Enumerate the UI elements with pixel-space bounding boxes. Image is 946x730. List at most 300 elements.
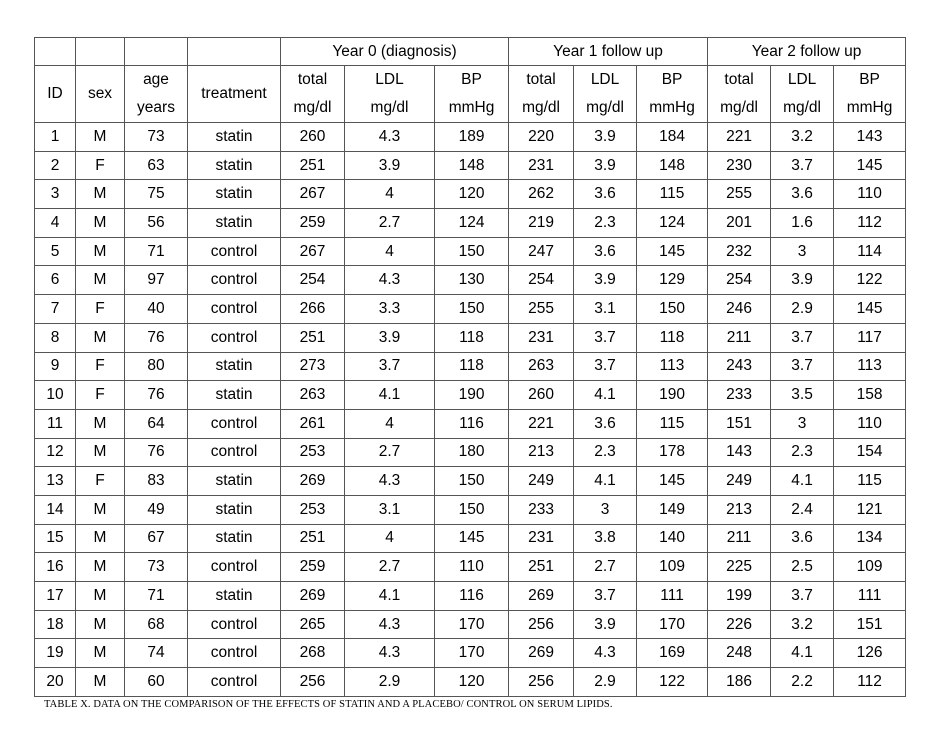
table-cell: 199 bbox=[708, 582, 771, 611]
table-cell: 211 bbox=[708, 524, 771, 553]
table-cell: 226 bbox=[708, 610, 771, 639]
table-cell: 189 bbox=[435, 123, 509, 152]
table-cell: 254 bbox=[708, 266, 771, 295]
table-cell: 158 bbox=[834, 381, 906, 410]
table-cell: 213 bbox=[708, 495, 771, 524]
table-cell: 148 bbox=[637, 151, 708, 180]
table-cell: 4.1 bbox=[345, 381, 435, 410]
table-row bbox=[35, 495, 906, 524]
table-cell: 2.9 bbox=[574, 668, 637, 697]
table-cell: 73 bbox=[125, 123, 188, 152]
table-cell: 12 bbox=[35, 438, 76, 467]
table-cell: 126 bbox=[834, 639, 906, 668]
table-cell: 246 bbox=[708, 295, 771, 324]
table-cell: 3.3 bbox=[345, 295, 435, 324]
table-cell: 18 bbox=[35, 610, 76, 639]
table-cell: 4.3 bbox=[345, 467, 435, 496]
table-cell: control bbox=[188, 295, 281, 324]
table-cell: 16 bbox=[35, 553, 76, 582]
table-row bbox=[35, 209, 906, 238]
table-cell: 220 bbox=[509, 123, 574, 152]
table-cell: 4 bbox=[345, 409, 435, 438]
table-cell: 116 bbox=[435, 409, 509, 438]
table-cell: F bbox=[76, 151, 125, 180]
table-cell: 150 bbox=[637, 295, 708, 324]
table-cell: 13 bbox=[35, 467, 76, 496]
table-cell: 4.3 bbox=[345, 123, 435, 152]
column-header-label: total bbox=[297, 71, 328, 88]
column-header-ldl-year0 bbox=[345, 66, 435, 123]
table-cell: statin bbox=[188, 123, 281, 152]
table-row bbox=[35, 295, 906, 324]
table-cell: 118 bbox=[435, 352, 509, 381]
column-header-ldl-year2 bbox=[771, 66, 834, 123]
column-header-label: LDL bbox=[375, 71, 404, 88]
column-header-unit: mmHg bbox=[649, 99, 695, 116]
table-cell: 154 bbox=[834, 438, 906, 467]
table-cell: 3.6 bbox=[771, 524, 834, 553]
table-cell: 233 bbox=[708, 381, 771, 410]
table-cell: control bbox=[188, 409, 281, 438]
column-header-unit: mg/dl bbox=[586, 99, 624, 116]
column-header-ldl-year1 bbox=[574, 66, 637, 123]
table-cell: 243 bbox=[708, 352, 771, 381]
table-cell: 2.3 bbox=[574, 438, 637, 467]
table-cell: 269 bbox=[509, 582, 574, 611]
column-header-bp-year1 bbox=[637, 66, 708, 123]
table-cell: M bbox=[76, 323, 125, 352]
table-row bbox=[35, 582, 906, 611]
column-header-total-year1 bbox=[509, 66, 574, 123]
table-cell: M bbox=[76, 610, 125, 639]
table-cell: 109 bbox=[834, 553, 906, 582]
table-cell: statin bbox=[188, 151, 281, 180]
group-header-row bbox=[35, 38, 906, 66]
table-cell: M bbox=[76, 266, 125, 295]
table-cell: 149 bbox=[637, 495, 708, 524]
table-cell: 259 bbox=[281, 209, 345, 238]
table-cell: 256 bbox=[509, 668, 574, 697]
table-cell: 2.7 bbox=[345, 209, 435, 238]
table-row bbox=[35, 668, 906, 697]
table-row bbox=[35, 123, 906, 152]
table-cell: 4 bbox=[35, 209, 76, 238]
table-cell: 110 bbox=[834, 180, 906, 209]
table-cell: M bbox=[76, 524, 125, 553]
empty-header-cell bbox=[125, 38, 188, 66]
table-cell: 2.9 bbox=[771, 295, 834, 324]
table-cell: 130 bbox=[435, 266, 509, 295]
column-header-label: total bbox=[724, 71, 754, 88]
table-cell: 112 bbox=[834, 209, 906, 238]
table-cell: 3.7 bbox=[771, 151, 834, 180]
table-cell: 4.1 bbox=[574, 381, 637, 410]
table-cell: 263 bbox=[281, 381, 345, 410]
table-cell: 120 bbox=[435, 668, 509, 697]
table-row bbox=[35, 237, 906, 266]
table-row bbox=[35, 639, 906, 668]
table-cell: 134 bbox=[834, 524, 906, 553]
table-cell: 231 bbox=[509, 323, 574, 352]
table-cell: 231 bbox=[509, 151, 574, 180]
table-cell: 1.6 bbox=[771, 209, 834, 238]
table-cell: M bbox=[76, 438, 125, 467]
table-cell: 3.9 bbox=[771, 266, 834, 295]
table-cell: 3.5 bbox=[771, 381, 834, 410]
table-cell: 253 bbox=[281, 495, 345, 524]
table-cell: 150 bbox=[435, 237, 509, 266]
table-cell: 267 bbox=[281, 237, 345, 266]
table-cell: 3.8 bbox=[574, 524, 637, 553]
table-cell: 111 bbox=[637, 582, 708, 611]
table-cell: statin bbox=[188, 495, 281, 524]
table-cell: 118 bbox=[637, 323, 708, 352]
table-cell: 1 bbox=[35, 123, 76, 152]
table-cell: 169 bbox=[637, 639, 708, 668]
table-cell: 2.9 bbox=[345, 668, 435, 697]
group-header-year1: Year 1 follow up bbox=[509, 38, 708, 66]
table-cell: 178 bbox=[637, 438, 708, 467]
table-cell: 120 bbox=[435, 180, 509, 209]
column-header-unit: mmHg bbox=[448, 99, 495, 116]
table-cell: control bbox=[188, 553, 281, 582]
table-cell: control bbox=[188, 610, 281, 639]
table-cell: 97 bbox=[125, 266, 188, 295]
table-cell: 118 bbox=[435, 323, 509, 352]
table-cell: 114 bbox=[834, 237, 906, 266]
table-cell: 211 bbox=[708, 323, 771, 352]
lipids-data-table bbox=[34, 37, 906, 697]
table-cell: 3.9 bbox=[345, 323, 435, 352]
table-cell: F bbox=[76, 381, 125, 410]
table-cell: 3 bbox=[771, 237, 834, 266]
column-header-unit: mg/dl bbox=[720, 99, 758, 116]
column-header-label: LDL bbox=[590, 71, 620, 88]
table-cell: 129 bbox=[637, 266, 708, 295]
table-cell: F bbox=[76, 467, 125, 496]
table-cell: 145 bbox=[637, 467, 708, 496]
table-cell: 124 bbox=[435, 209, 509, 238]
table-cell: 75 bbox=[125, 180, 188, 209]
table-cell: 110 bbox=[435, 553, 509, 582]
table-cell: 4.1 bbox=[771, 639, 834, 668]
column-header-unit: mg/dl bbox=[370, 99, 409, 116]
table-cell: 11 bbox=[35, 409, 76, 438]
table-cell: F bbox=[76, 352, 125, 381]
table-cell: 251 bbox=[281, 524, 345, 553]
table-cell: 4.1 bbox=[345, 582, 435, 611]
table-cell: 20 bbox=[35, 668, 76, 697]
table-cell: 115 bbox=[834, 467, 906, 496]
table-cell: 3.9 bbox=[574, 123, 637, 152]
table-row bbox=[35, 553, 906, 582]
table-cell: 249 bbox=[708, 467, 771, 496]
table-cell: 111 bbox=[834, 582, 906, 611]
table-cell: 251 bbox=[509, 553, 574, 582]
table-cell: 73 bbox=[125, 553, 188, 582]
table-cell: M bbox=[76, 639, 125, 668]
table-cell: M bbox=[76, 668, 125, 697]
table-cell: 3.6 bbox=[574, 409, 637, 438]
table-cell: 261 bbox=[281, 409, 345, 438]
column-header-unit: mg/dl bbox=[293, 99, 332, 116]
column-header-bp-year0 bbox=[435, 66, 509, 123]
table-cell: control bbox=[188, 237, 281, 266]
column-header-treatment: treatment bbox=[188, 66, 281, 123]
table-cell: 148 bbox=[435, 151, 509, 180]
table-cell: 2 bbox=[35, 151, 76, 180]
table-cell: 60 bbox=[125, 668, 188, 697]
table-cell: 2.7 bbox=[345, 553, 435, 582]
table-cell: 116 bbox=[435, 582, 509, 611]
table-cell: statin bbox=[188, 467, 281, 496]
empty-header-cell bbox=[76, 38, 125, 66]
table-cell: 3 bbox=[574, 495, 637, 524]
table-cell: 260 bbox=[509, 381, 574, 410]
table-cell: 145 bbox=[637, 237, 708, 266]
table-body bbox=[35, 123, 906, 697]
table-cell: control bbox=[188, 639, 281, 668]
table-cell: 184 bbox=[637, 123, 708, 152]
table-row bbox=[35, 180, 906, 209]
table-cell: 247 bbox=[509, 237, 574, 266]
table-cell: 4.3 bbox=[574, 639, 637, 668]
table-cell: 68 bbox=[125, 610, 188, 639]
table-cell: 269 bbox=[509, 639, 574, 668]
table-cell: 5 bbox=[35, 237, 76, 266]
group-header-year0: Year 0 (diagnosis) bbox=[281, 38, 509, 66]
table-cell: 115 bbox=[637, 409, 708, 438]
table-cell: 259 bbox=[281, 553, 345, 582]
table-row bbox=[35, 610, 906, 639]
table-cell: 3.9 bbox=[574, 610, 637, 639]
table-cell: 3.6 bbox=[574, 237, 637, 266]
table-cell: 269 bbox=[281, 467, 345, 496]
table-cell: statin bbox=[188, 209, 281, 238]
table-cell: 190 bbox=[435, 381, 509, 410]
table-cell: 71 bbox=[125, 237, 188, 266]
table-cell: 145 bbox=[435, 524, 509, 553]
table-cell: F bbox=[76, 295, 125, 324]
table-cell: 2.2 bbox=[771, 668, 834, 697]
table-cell: 3.2 bbox=[771, 610, 834, 639]
table-cell: 3.1 bbox=[345, 495, 435, 524]
table-row bbox=[35, 151, 906, 180]
table-cell: 122 bbox=[834, 266, 906, 295]
table-cell: 112 bbox=[834, 668, 906, 697]
column-header-total-year0 bbox=[281, 66, 345, 123]
table-cell: 221 bbox=[509, 409, 574, 438]
column-header-bp-year2 bbox=[834, 66, 906, 123]
table-cell: 140 bbox=[637, 524, 708, 553]
table-cell: 143 bbox=[834, 123, 906, 152]
table-cell: 2.3 bbox=[771, 438, 834, 467]
table-cell: 9 bbox=[35, 352, 76, 381]
column-header-id: ID bbox=[35, 66, 76, 123]
column-header-label: BP bbox=[461, 71, 482, 88]
table-cell: 254 bbox=[281, 266, 345, 295]
table-cell: 151 bbox=[708, 409, 771, 438]
table-cell: 3.7 bbox=[771, 323, 834, 352]
table-cell: 76 bbox=[125, 323, 188, 352]
table-row bbox=[35, 467, 906, 496]
table-cell: 115 bbox=[637, 180, 708, 209]
table-cell: 2.7 bbox=[574, 553, 637, 582]
table-cell: 225 bbox=[708, 553, 771, 582]
table-cell: 2.4 bbox=[771, 495, 834, 524]
table-cell: 213 bbox=[509, 438, 574, 467]
table-cell: statin bbox=[188, 582, 281, 611]
table-cell: 251 bbox=[281, 151, 345, 180]
table-cell: 3.9 bbox=[345, 151, 435, 180]
table-cell: 4.3 bbox=[345, 639, 435, 668]
table-cell: 3.7 bbox=[345, 352, 435, 381]
table-cell: 230 bbox=[708, 151, 771, 180]
table-cell: 19 bbox=[35, 639, 76, 668]
table-cell: control bbox=[188, 668, 281, 697]
table-cell: 256 bbox=[509, 610, 574, 639]
table-cell: 7 bbox=[35, 295, 76, 324]
table-cell: M bbox=[76, 237, 125, 266]
table-cell: control bbox=[188, 266, 281, 295]
table-cell: 151 bbox=[834, 610, 906, 639]
table-cell: 3.2 bbox=[771, 123, 834, 152]
table-cell: 232 bbox=[708, 237, 771, 266]
table-cell: 67 bbox=[125, 524, 188, 553]
table-cell: 263 bbox=[509, 352, 574, 381]
table-cell: 145 bbox=[834, 295, 906, 324]
column-header-row bbox=[35, 66, 906, 123]
table-cell: 255 bbox=[509, 295, 574, 324]
group-header-year2: Year 2 follow up bbox=[708, 38, 906, 66]
table-cell: 83 bbox=[125, 467, 188, 496]
table-cell: 4.3 bbox=[345, 610, 435, 639]
table-cell: 4.1 bbox=[574, 467, 637, 496]
table-cell: 15 bbox=[35, 524, 76, 553]
table-cell: 3.6 bbox=[574, 180, 637, 209]
table-cell: 3 bbox=[771, 409, 834, 438]
table-row bbox=[35, 323, 906, 352]
table-cell: 76 bbox=[125, 381, 188, 410]
table-cell: 3.7 bbox=[771, 582, 834, 611]
column-header-unit: mmHg bbox=[846, 99, 893, 116]
table-cell: statin bbox=[188, 524, 281, 553]
table-cell: 117 bbox=[834, 323, 906, 352]
table-cell: 180 bbox=[435, 438, 509, 467]
table-caption: TABLE X. DATA ON THE COMPARISON OF THE EFFECTS OF STATIN AND A PLACEBO/ CONTROL ON SERUM LIPIDS. bbox=[44, 699, 613, 710]
table-cell: 3.6 bbox=[771, 180, 834, 209]
table-cell: 253 bbox=[281, 438, 345, 467]
table-cell: 4.1 bbox=[771, 467, 834, 496]
table-row bbox=[35, 381, 906, 410]
table-cell: 17 bbox=[35, 582, 76, 611]
table-cell: 145 bbox=[834, 151, 906, 180]
table-cell: 248 bbox=[708, 639, 771, 668]
table-cell: 40 bbox=[125, 295, 188, 324]
table-cell: 8 bbox=[35, 323, 76, 352]
table-cell: 262 bbox=[509, 180, 574, 209]
table-cell: 201 bbox=[708, 209, 771, 238]
table-cell: 121 bbox=[834, 495, 906, 524]
table-cell: control bbox=[188, 438, 281, 467]
table-cell: 260 bbox=[281, 123, 345, 152]
table-cell: 4 bbox=[345, 524, 435, 553]
table-cell: 150 bbox=[435, 467, 509, 496]
table-cell: 74 bbox=[125, 639, 188, 668]
table-cell: 190 bbox=[637, 381, 708, 410]
table-cell: 3.7 bbox=[771, 352, 834, 381]
column-header-unit: mg/dl bbox=[522, 99, 560, 116]
column-header-label: BP bbox=[661, 71, 683, 88]
column-header-label: age bbox=[143, 71, 169, 88]
table-cell: 266 bbox=[281, 295, 345, 324]
table-cell: 170 bbox=[637, 610, 708, 639]
table-cell: 143 bbox=[708, 438, 771, 467]
table-cell: 4 bbox=[345, 237, 435, 266]
table-cell: 71 bbox=[125, 582, 188, 611]
table-row bbox=[35, 352, 906, 381]
table-cell: 2.7 bbox=[345, 438, 435, 467]
table-cell: 186 bbox=[708, 668, 771, 697]
table-cell: 255 bbox=[708, 180, 771, 209]
table-cell: 3.9 bbox=[574, 151, 637, 180]
table-cell: M bbox=[76, 553, 125, 582]
column-header-total-year2 bbox=[708, 66, 771, 123]
table-cell: statin bbox=[188, 180, 281, 209]
table-row bbox=[35, 266, 906, 295]
column-header-label: BP bbox=[859, 71, 880, 88]
table-cell: 4.3 bbox=[345, 266, 435, 295]
table-cell: 3.7 bbox=[574, 582, 637, 611]
table-cell: 267 bbox=[281, 180, 345, 209]
column-header-age bbox=[125, 66, 188, 123]
table-cell: M bbox=[76, 495, 125, 524]
table-cell: 256 bbox=[281, 668, 345, 697]
table-cell: 3.9 bbox=[574, 266, 637, 295]
table-cell: 3.7 bbox=[574, 323, 637, 352]
column-header-sex: sex bbox=[76, 66, 125, 123]
table-cell: 265 bbox=[281, 610, 345, 639]
table-cell: 3.1 bbox=[574, 295, 637, 324]
table-cell: 113 bbox=[637, 352, 708, 381]
table-cell: 2.3 bbox=[574, 209, 637, 238]
table-cell: 113 bbox=[834, 352, 906, 381]
column-header-label: LDL bbox=[787, 71, 817, 88]
table-cell: 63 bbox=[125, 151, 188, 180]
table-cell: 56 bbox=[125, 209, 188, 238]
table-cell: 4 bbox=[345, 180, 435, 209]
table-cell: M bbox=[76, 180, 125, 209]
table-cell: 49 bbox=[125, 495, 188, 524]
table-cell: 233 bbox=[509, 495, 574, 524]
table-cell: 221 bbox=[708, 123, 771, 152]
empty-header-cell bbox=[35, 38, 76, 66]
table-cell: 170 bbox=[435, 639, 509, 668]
table-cell: control bbox=[188, 323, 281, 352]
empty-header-cell bbox=[188, 38, 281, 66]
table-cell: 14 bbox=[35, 495, 76, 524]
table-cell: 3.7 bbox=[574, 352, 637, 381]
table-cell: 124 bbox=[637, 209, 708, 238]
table-cell: 268 bbox=[281, 639, 345, 668]
table-cell: 269 bbox=[281, 582, 345, 611]
table-cell: 273 bbox=[281, 352, 345, 381]
table-cell: 254 bbox=[509, 266, 574, 295]
table-cell: 2.5 bbox=[771, 553, 834, 582]
table-row bbox=[35, 409, 906, 438]
table-cell: statin bbox=[188, 381, 281, 410]
table-cell: 10 bbox=[35, 381, 76, 410]
